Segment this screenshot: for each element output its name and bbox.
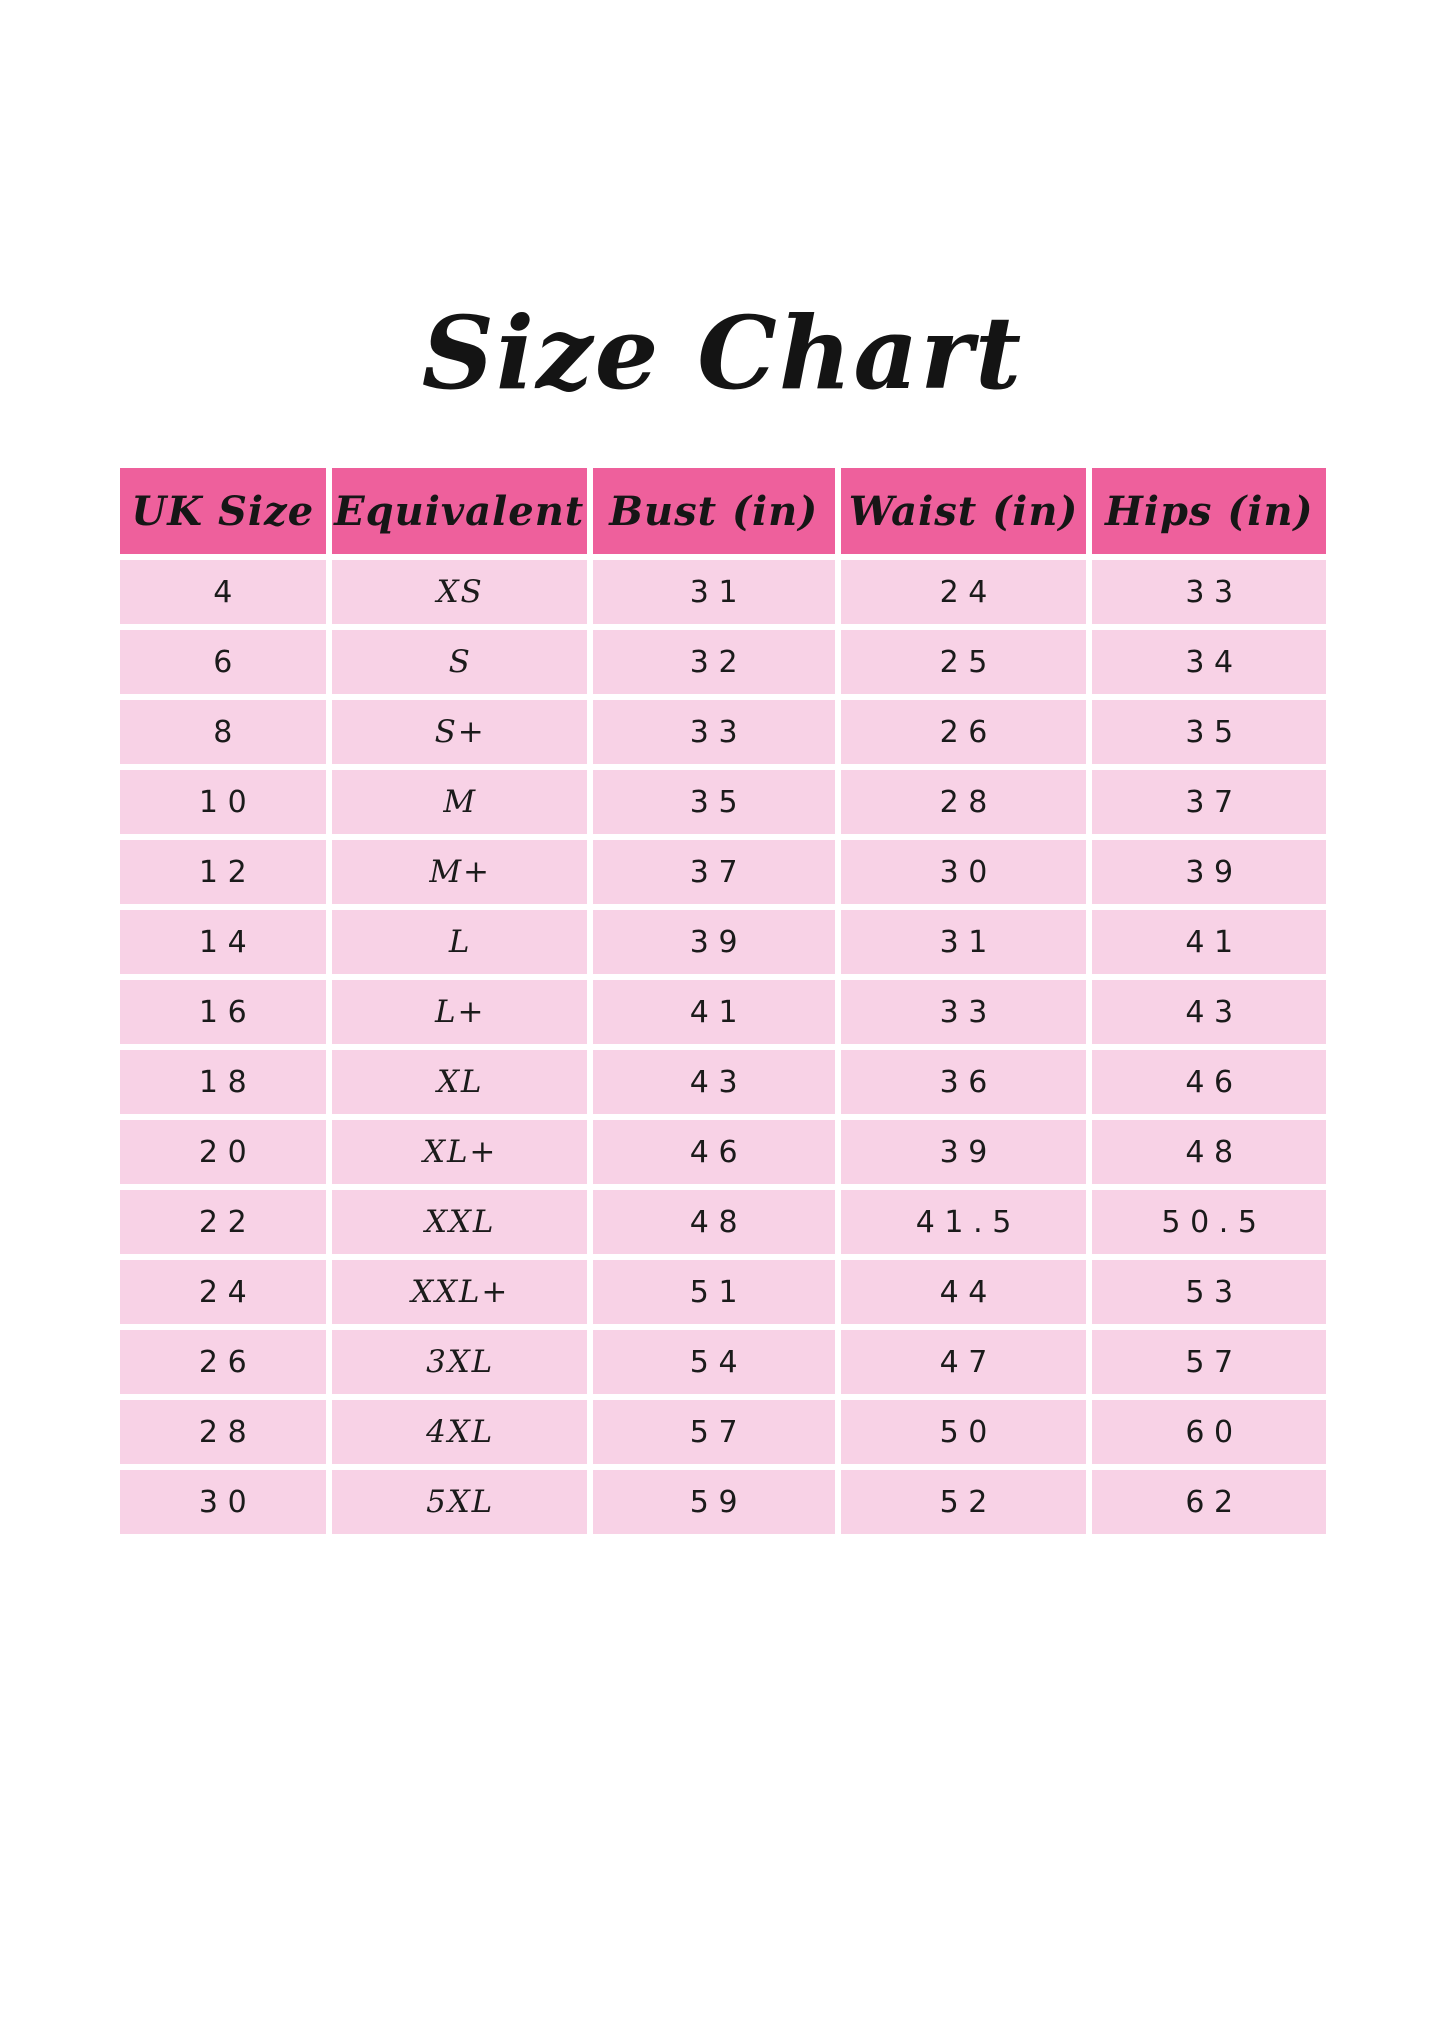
table-row <box>120 1400 1326 1464</box>
table-row <box>120 700 1326 764</box>
table-cell: XXL <box>332 1190 587 1254</box>
table-cell: 32 <box>593 630 835 694</box>
table-cell: 39 <box>1092 840 1326 904</box>
table-cell: 24 <box>841 560 1087 624</box>
table-cell: 20 <box>120 1120 326 1184</box>
table-cell: 41 <box>593 980 835 1044</box>
table-cell: 35 <box>1092 700 1326 764</box>
table-cell: 43 <box>593 1050 835 1114</box>
table-row <box>120 1050 1326 1114</box>
table-cell: S <box>332 630 587 694</box>
page-title: Size Chart <box>421 294 1024 412</box>
table-cell: 46 <box>1092 1050 1326 1114</box>
table-cell: 3XL <box>332 1330 587 1394</box>
table-cell: 18 <box>120 1050 326 1114</box>
table-cell: L <box>332 910 587 974</box>
table-cell: 36 <box>841 1050 1087 1114</box>
column-header: Equivalent <box>332 468 587 554</box>
table-cell: M <box>332 770 587 834</box>
table-cell: 47 <box>841 1330 1087 1394</box>
table-cell: 31 <box>593 560 835 624</box>
table-cell: 54 <box>593 1330 835 1394</box>
table-row <box>120 1120 1326 1184</box>
table-cell: XL <box>332 1050 587 1114</box>
table-cell: 28 <box>841 770 1087 834</box>
table-cell: 14 <box>120 910 326 974</box>
table-cell: 25 <box>841 630 1087 694</box>
table-cell: 62 <box>1092 1470 1326 1534</box>
table-cell: S+ <box>332 700 587 764</box>
table-cell: 4XL <box>332 1400 587 1464</box>
table-row <box>120 980 1326 1044</box>
header-row <box>120 468 1326 554</box>
table-cell: 6 <box>120 630 326 694</box>
table-cell: 12 <box>120 840 326 904</box>
table-cell: 30 <box>120 1470 326 1534</box>
table-cell: 33 <box>841 980 1087 1044</box>
table-cell: 24 <box>120 1260 326 1324</box>
table-cell: 39 <box>841 1120 1087 1184</box>
column-header: UK Size <box>120 468 326 554</box>
table-cell: 48 <box>593 1190 835 1254</box>
table-cell: XL+ <box>332 1120 587 1184</box>
table-cell: 34 <box>1092 630 1326 694</box>
table-cell: 57 <box>593 1400 835 1464</box>
table-cell: 37 <box>593 840 835 904</box>
size-chart-table <box>114 462 1332 1540</box>
table-cell: 8 <box>120 700 326 764</box>
table-cell: 52 <box>841 1470 1087 1534</box>
table-row <box>120 1470 1326 1534</box>
table-cell: L+ <box>332 980 587 1044</box>
table-cell: 50.5 <box>1092 1190 1326 1254</box>
table-cell: 51 <box>593 1260 835 1324</box>
table-cell: 41 <box>1092 910 1326 974</box>
table-row <box>120 1330 1326 1394</box>
table-row <box>120 1190 1326 1254</box>
table-cell: 4 <box>120 560 326 624</box>
table-row <box>120 560 1326 624</box>
table-cell: 43 <box>1092 980 1326 1044</box>
table-row <box>120 840 1326 904</box>
table-cell: 41.5 <box>841 1190 1087 1254</box>
table-row <box>120 770 1326 834</box>
table-row <box>120 910 1326 974</box>
table-cell: 30 <box>841 840 1087 904</box>
table-cell: 33 <box>1092 560 1326 624</box>
table-cell: XS <box>332 560 587 624</box>
table-row <box>120 630 1326 694</box>
table-cell: 28 <box>120 1400 326 1464</box>
table-row <box>120 1260 1326 1324</box>
table-cell: 44 <box>841 1260 1087 1324</box>
table-cell: 57 <box>1092 1330 1326 1394</box>
table-cell: 26 <box>841 700 1087 764</box>
table-cell: 16 <box>120 980 326 1044</box>
table-cell: 60 <box>1092 1400 1326 1464</box>
table-cell: 5XL <box>332 1470 587 1534</box>
table-cell: 33 <box>593 700 835 764</box>
column-header: Waist (in) <box>841 468 1087 554</box>
table-cell: 26 <box>120 1330 326 1394</box>
table-cell: 48 <box>1092 1120 1326 1184</box>
table-cell: 53 <box>1092 1260 1326 1324</box>
table-cell: M+ <box>332 840 587 904</box>
table-cell: 22 <box>120 1190 326 1254</box>
table-cell: 10 <box>120 770 326 834</box>
table-cell: 50 <box>841 1400 1087 1464</box>
table-cell: 59 <box>593 1470 835 1534</box>
table-cell: 31 <box>841 910 1087 974</box>
table-cell: 37 <box>1092 770 1326 834</box>
column-header: Hips (in) <box>1092 468 1326 554</box>
table-cell: 35 <box>593 770 835 834</box>
column-header: Bust (in) <box>593 468 835 554</box>
table-cell: 39 <box>593 910 835 974</box>
table-cell: 46 <box>593 1120 835 1184</box>
table-cell: XXL+ <box>332 1260 587 1324</box>
